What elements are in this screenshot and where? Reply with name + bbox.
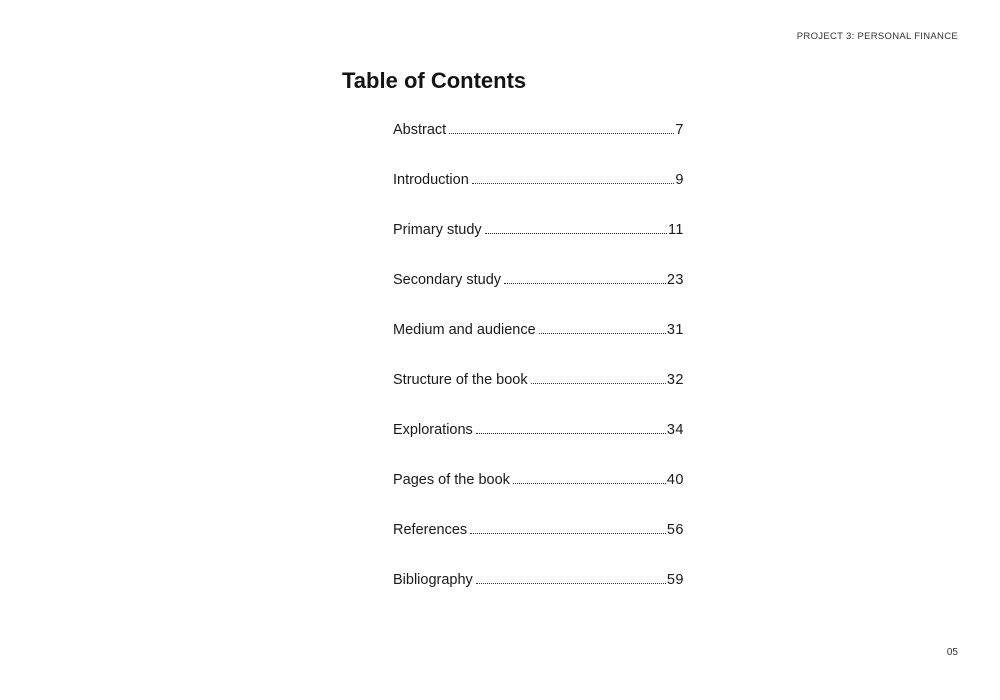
toc-list xyxy=(393,122,684,622)
toc-entry-structure-of-the-book[interactable] xyxy=(393,372,684,422)
dot-leader xyxy=(476,433,666,434)
dot-leader xyxy=(476,583,666,584)
dot-leader xyxy=(504,283,666,284)
dot-leader xyxy=(485,233,667,234)
toc-entry-secondary-study[interactable] xyxy=(393,272,684,322)
toc-entry-explorations[interactable] xyxy=(393,422,684,472)
page-number: 05 xyxy=(946,647,958,658)
toc-entry-references[interactable] xyxy=(393,522,684,572)
dot-leader xyxy=(449,133,674,134)
toc-entry-label: Pages of the book xyxy=(393,472,510,488)
toc-entry-page: 9 xyxy=(675,172,684,188)
toc-entry-page: 23 xyxy=(666,272,684,288)
toc-entry-page: 40 xyxy=(666,472,684,488)
dot-leader xyxy=(539,333,666,334)
dot-leader xyxy=(513,483,666,484)
toc-entry-label: Structure of the book xyxy=(393,372,528,388)
toc-entry-label: References xyxy=(393,522,468,538)
toc-entry-page: 7 xyxy=(675,122,684,138)
toc-entry-label: Introduction xyxy=(393,172,469,188)
toc-entry-label: Primary study xyxy=(393,222,482,238)
running-header: PROJECT 3: PERSONAL FINANCE xyxy=(796,31,958,42)
toc-entry-label: Explorations xyxy=(393,422,473,438)
toc-entry-page: 56 xyxy=(666,522,684,538)
toc-entry-primary-study[interactable] xyxy=(393,222,684,272)
toc-entry-label: Abstract xyxy=(393,122,447,138)
toc-entry-medium-and-audience[interactable] xyxy=(393,322,684,372)
toc-entry-pages-of-the-book[interactable] xyxy=(393,472,684,522)
toc-entry-introduction[interactable] xyxy=(393,172,684,222)
toc-entry-label: Bibliography xyxy=(393,572,473,588)
toc-entry-label: Secondary study xyxy=(393,272,502,288)
toc-entry-page: 32 xyxy=(666,372,684,388)
dot-leader xyxy=(472,183,675,184)
toc-entry-page: 11 xyxy=(667,222,684,238)
toc-entry-page: 31 xyxy=(666,322,684,338)
toc-entry-page: 59 xyxy=(666,572,684,588)
toc-entry-page: 34 xyxy=(666,422,684,438)
toc-entry-label: Medium and audience xyxy=(393,322,536,338)
toc-entry-bibliography[interactable] xyxy=(393,572,684,622)
dot-leader xyxy=(531,383,666,384)
toc-entry-abstract[interactable] xyxy=(393,122,684,172)
dot-leader xyxy=(470,533,666,534)
page-title: Table of Contents xyxy=(342,68,527,93)
